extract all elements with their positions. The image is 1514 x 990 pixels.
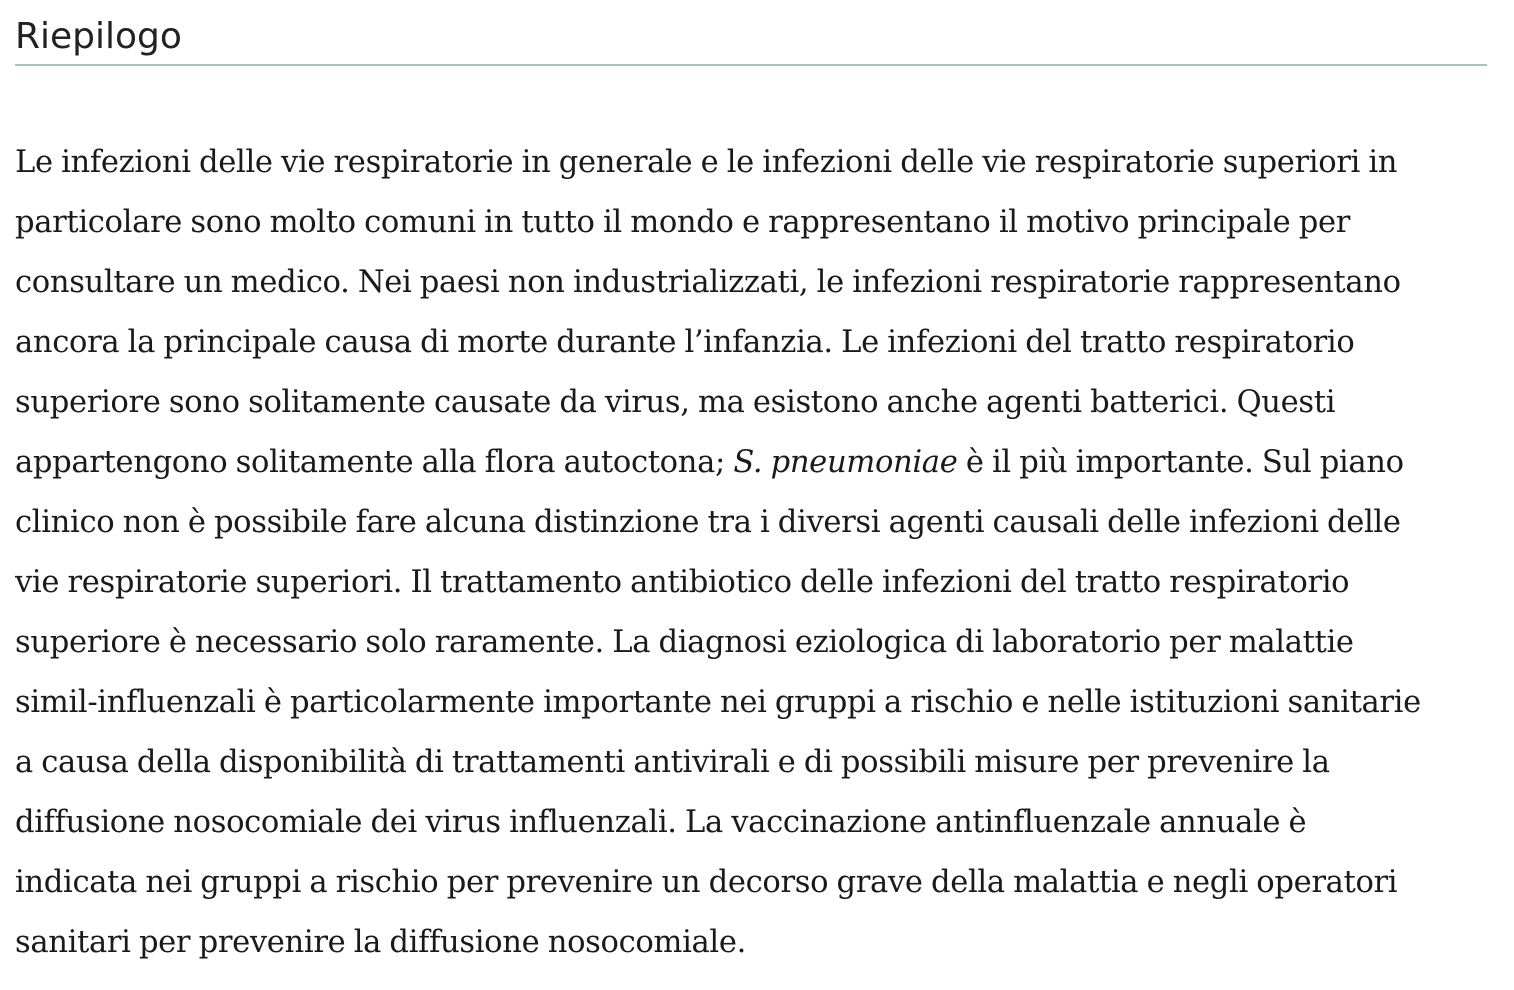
line-text: è il più importante. Sul piano: [957, 445, 1404, 480]
line-text: appartengono solitamente alla flora autoctona;: [15, 445, 734, 480]
paragraph-line: Le infezioni delle vie respiratorie in generale e le infezioni delle vie respiratorie superiori in: [15, 145, 1398, 180]
paragraph-line: [15, 433, 1487, 493]
paragraph-line: sanitari per prevenire la diffusione nosocomiale.: [15, 925, 746, 960]
paragraph-line: diffusione nosocomiale dei virus influenzali. La vaccinazione antinfluenzale annuale è: [15, 805, 1307, 840]
paragraph-line: clinico non è possibile fare alcuna distinzione tra i diversi agenti causali delle infezioni delle: [15, 505, 1401, 540]
summary-section: [15, 0, 1487, 973]
paragraph-line: vie respiratorie superiori. Il trattamento antibiotico delle infezioni del tratto respiratorio: [15, 565, 1350, 600]
paragraph-line: particolare sono molto comuni in tutto il mondo e rappresentano il motivo principale per: [15, 205, 1351, 240]
paragraph-line: a causa della disponibilità di trattamenti antivirali e di possibili misure per prevenire la: [15, 745, 1330, 780]
paragraph-line: superiore sono solitamente causate da virus, ma esistono anche agenti batterici. Questi: [15, 385, 1336, 420]
paragraph-line: consultare un medico. Nei paesi non industrializzati, le infezioni respiratorie rappresentano: [15, 265, 1401, 300]
paragraph-line: superiore è necessario solo raramente. La diagnosi eziologica di laboratorio per malattie: [15, 625, 1354, 660]
paragraph-line: ancora la principale causa di morte durante l’infanzia. Le infezioni del tratto respiratorio: [15, 325, 1355, 360]
section-heading: Riepilogo: [15, 0, 1487, 66]
summary-paragraph: [15, 66, 1487, 973]
paragraph-line: indicata nei gruppi a rischio per prevenire un decorso grave della malattia e negli operatori: [15, 865, 1398, 900]
species-name: S. pneumoniae: [733, 445, 958, 480]
paragraph-line: simil-influenzali è particolarmente importante nei gruppi a rischio e nelle istituzioni sanitarie: [15, 685, 1421, 720]
